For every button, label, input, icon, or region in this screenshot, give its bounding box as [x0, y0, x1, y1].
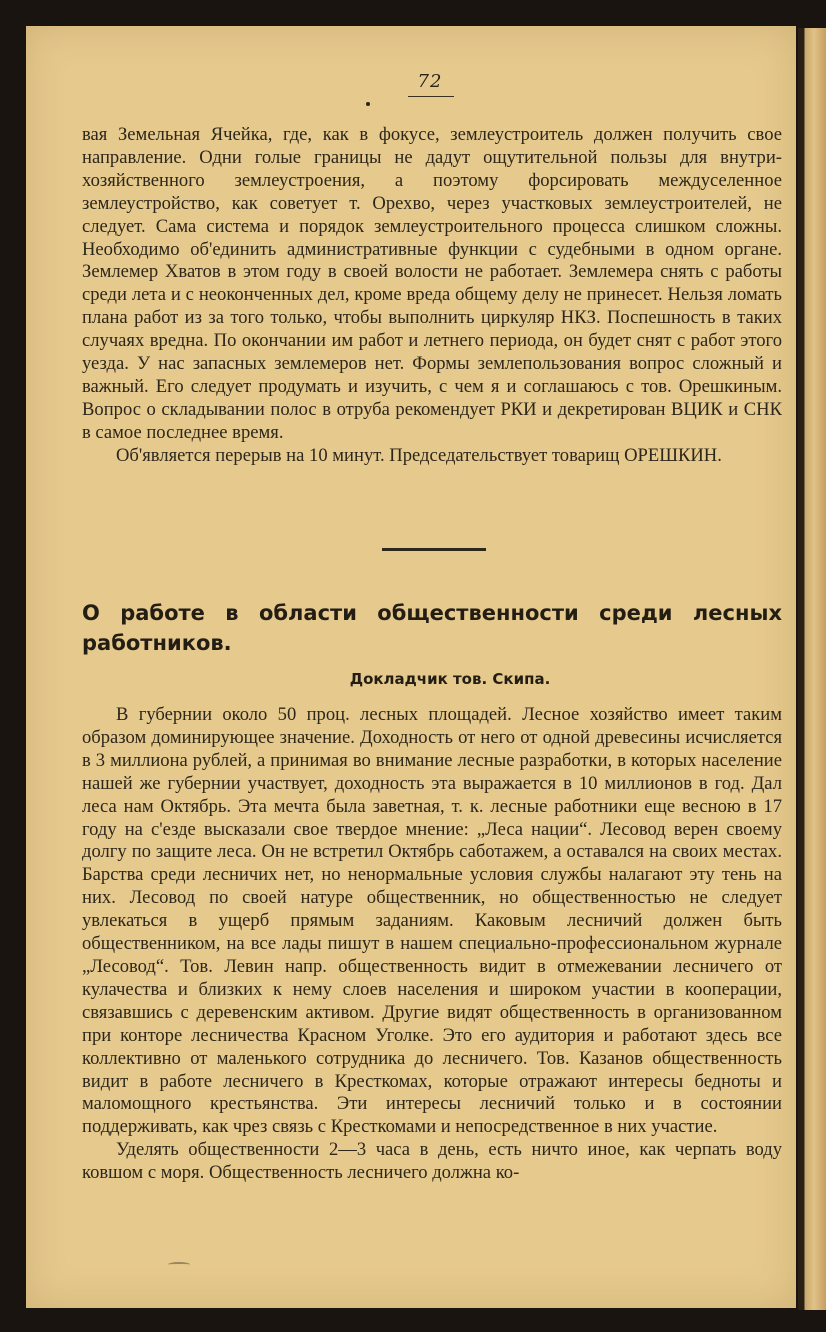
speaker-line: Докладчик тов. Скипа. [349, 670, 551, 688]
report-text-block [82, 704, 782, 1185]
section-divider [382, 548, 486, 551]
paragraph: Уделять общественности 2—3 часа в день, есть ничто иное, как черпать воду ковшом с моря. Общественность лесничего должна ко- [82, 1139, 782, 1184]
page-number: 72 [417, 71, 443, 92]
section-title: О работе в области общественности среди лесных работников. [82, 601, 782, 655]
paragraph: вая Земельная Ячейка, где, как в фокусе, землеустроитель должен получить свое направление. Одни голые границы не дадут ощутительной пользы для внутри-хозяйственного землеустроения, а поэтому форсировать междуселенное землеустройство, как советует т. Орехво, через участковых землеустроителей, не следует. Сама система и порядок землеустроительного процесса слишком сложны. Необходимо об'единить административные функции с судебными в одном органе. Землемер Хватов в этом году в своей волости не работает. Землемера снять с работы среди лета и с неоконченных дел, кроме вреда общему делу не принесет. Нельзя ломать плана работ из за того только, чтобы выполнить циркуляр НКЗ. Поспешность в таких случаях вредна. По окончании им работ и летнего периода, он будет снят с работ этого уезда. У нас запасных землемеров нет. Формы землепользования вопрос сложный и важный. Его следует продумать и изучить, с чем я и соглашаюсь с тов. Орешкиным. Вопрос о складывании полос в отруба рекомендует РКИ и декретирован ВЦИК и СНК в самое последнее время. [82, 124, 782, 443]
ink-mark [168, 1262, 190, 1267]
continued-text-block [82, 124, 782, 468]
ink-speck [366, 102, 370, 106]
adjacent-page-edge [798, 28, 826, 1310]
paragraph: В губернии около 50 проц. лесных площадей. Лесное хозяйство имеет таким образом доминирующее значение. Доходность от него от одной древесины исчисляется в 3 миллиона рублей, а принимая во внимание лесные разработки, в которых население нашей же губернии участвует, доходность эта выражается в 10 миллионов в год. Дал леса нам Октябрь. Эта мечта была заветная, т. к. лесные работники еще весною в 17 году на с'езде высказали свое твердое мнение: „Леса нации“. Лесовод верен своему долгу по защите леса. Он не встретил Октябрь саботажем, а оставался на своих местах. Барства среди лесничих нет, но ненормальные условия службы налагают эту тень на них. Лесовод по своей натуре общественник, но общественностью не следует увлекаться в ущерб прямым заданиям. Каковым лесничий должен быть общественником, на все лады пишут в нашем специально-профессиональном журнале „Лесовод“. Тов. Левин напр. общественность видит в отмежевании лесничего от кулачества и близких к нему слоев населения и широком участии в кооперации, связавшись с деревенским активом. Другие видят общественность в организованном при конторе лесничества Красном Уголке. Это его аудитория и работают здесь все коллективно от маленького сотрудника до лесничего. Тов. Казанов общественность видит в работе лесничего в Кресткомах, которые отражают интересы бедноты и маломощного крестьянства. Эти интересы лесничий только и в состоянии поддерживать, как чрез связь с Кресткомами и непосредственное в них участие. [82, 704, 782, 1138]
page-number-underline [408, 96, 454, 97]
paragraph: Об'является перерыв на 10 минут. Председательствует товарищ ОРЕШКИН. [116, 444, 722, 466]
